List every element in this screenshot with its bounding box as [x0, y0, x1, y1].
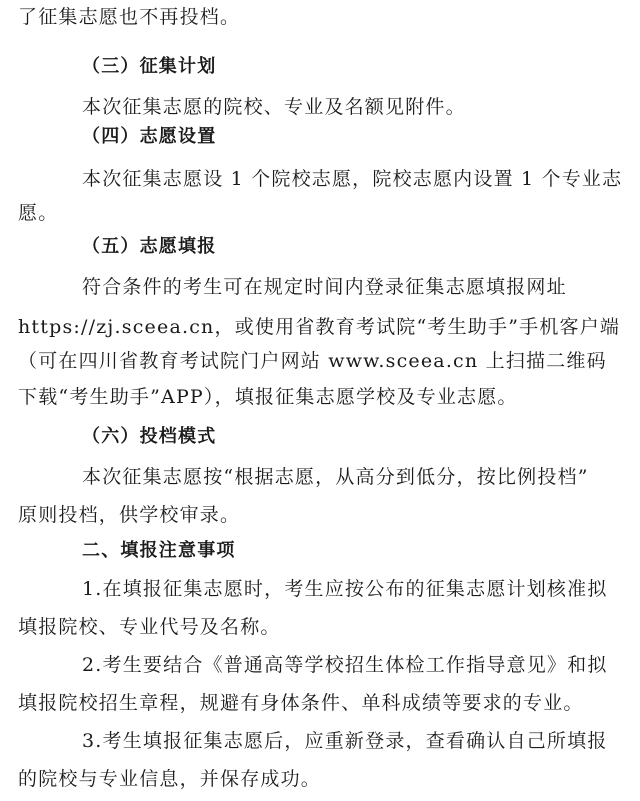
section-heading-notes: 二、填报注意事项: [82, 540, 236, 561]
section-heading-plan: （三）征集计划: [82, 56, 217, 77]
paragraph-line: 原则投档，供学校审录。: [18, 504, 241, 526]
section-heading-setting: （四）志愿设置: [82, 126, 217, 147]
paragraph-line: 本次征集志愿按“根据志愿，从高分到低分，按比例投档”: [82, 466, 589, 488]
paragraph-line: 1.在填报征集志愿时，考生应按公布的征集志愿计划核准拟: [82, 578, 608, 600]
paragraph-line: 3.考生填报征集志愿后，应重新登录，查看确认自己所填报: [82, 730, 608, 752]
paragraph-line: 本次征集志愿设 1 个院校志愿，院校志愿内设置 1 个专业志: [82, 168, 623, 190]
paragraph-line: https://zj.sceea.cn，或使用省教育考试院“考生助手”手机客户端: [18, 316, 621, 338]
paragraph-line: 2.考生要结合《普通高等学校招生体检工作指导意见》和拟: [82, 654, 608, 676]
paragraph-line: 符合条件的考生可在规定时间内登录征集志愿填报网址: [82, 276, 567, 298]
paragraph-line: 下载“考生助手”APP），填报征集志愿学校及专业志愿。: [18, 386, 518, 408]
paragraph-line: 的院校与专业信息，并保存成功。: [18, 768, 322, 790]
paragraph-line: 填报院校、专业代号及名称。: [18, 616, 281, 638]
section-heading-filling: （五）志愿填报: [82, 236, 217, 257]
paragraph-line: 本次征集志愿的院校、专业及名额见附件。: [82, 96, 466, 118]
paragraph-line: 愿。: [18, 202, 59, 224]
paragraph-line: 了征集志愿也不再投档。: [18, 6, 241, 28]
paragraph-line: （可在四川省教育考试院门户网站 www.sceea.cn 上扫描二维码: [18, 350, 607, 372]
paragraph-line: 填报院校招生章程，规避有身体条件、单科成绩等要求的专业。: [18, 692, 584, 714]
section-heading-mode: （六）投档模式: [82, 426, 217, 447]
